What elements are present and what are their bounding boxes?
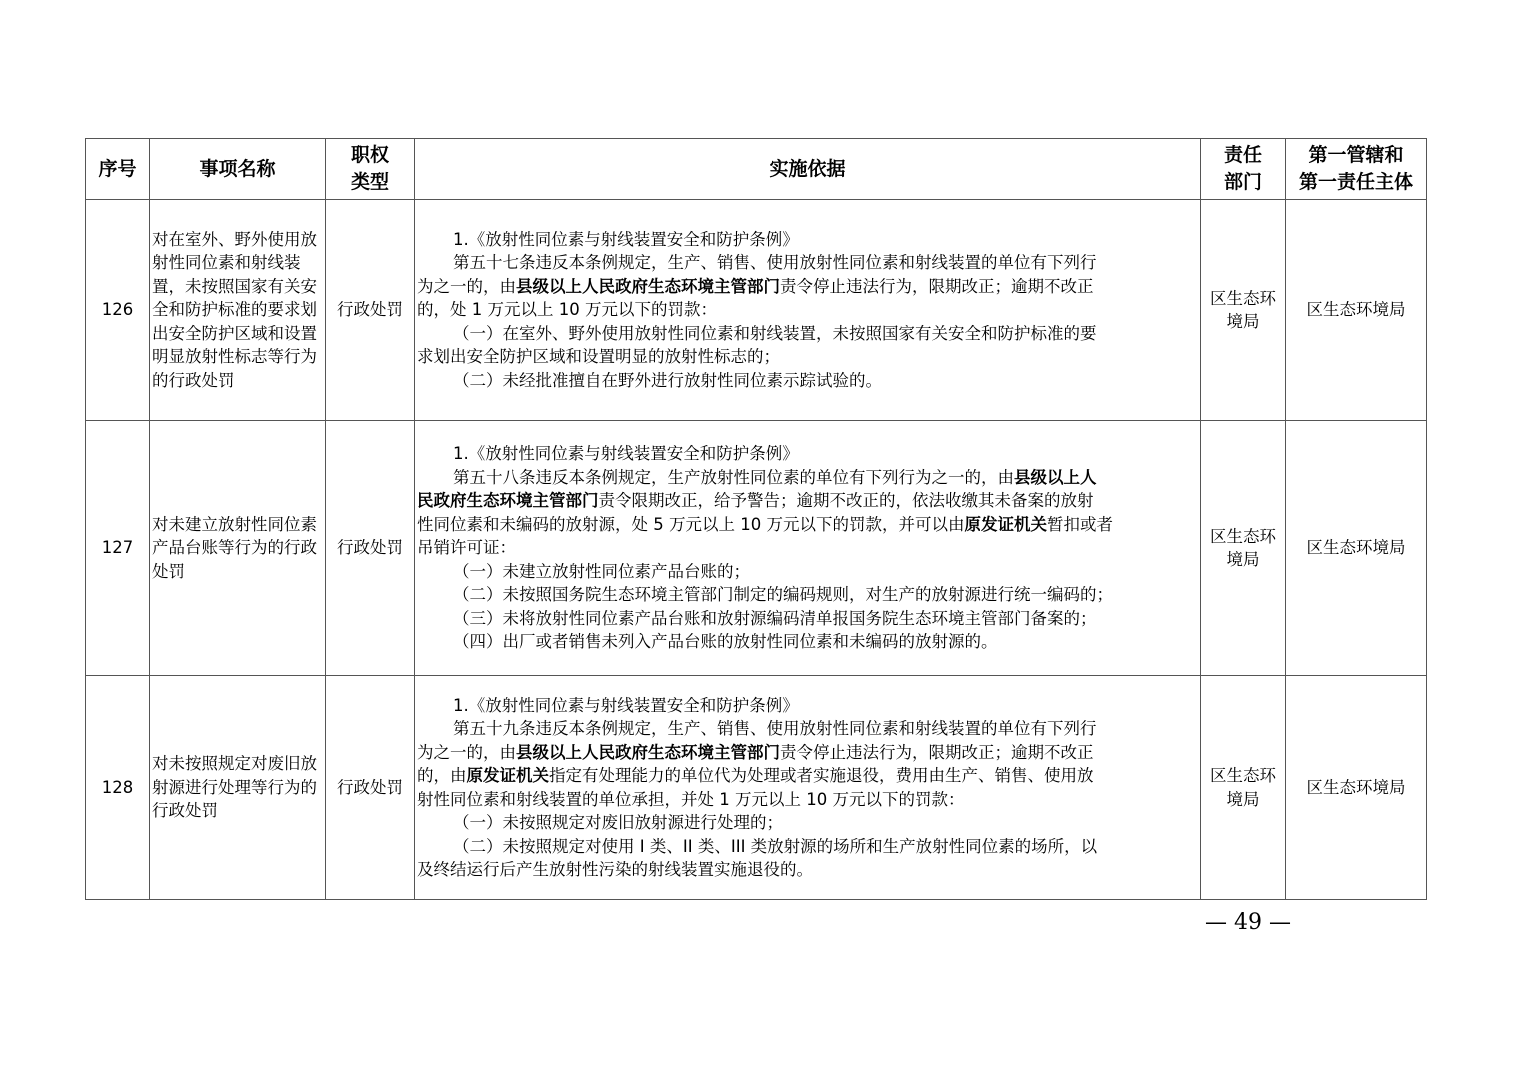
row-first: 区生态环境局 — [1286, 676, 1427, 900]
header-dept-line2: 部门 — [1223, 171, 1262, 193]
basis-line: 及终结运行后产生放射性污染的射线装置实施退役的。 — [417, 860, 813, 879]
header-type — [326, 139, 415, 200]
basis-text: 责令限期改正，给予警告；逾期不改正的，依法收缴其未备案的放射 — [598, 491, 1094, 511]
row-dept — [1201, 200, 1286, 421]
basis-line: 1.《放射性同位素与射线装置安全和防护条例》 — [453, 695, 799, 715]
basis-line — [417, 513, 1198, 537]
row-name: 对在室外、野外使用放射性同位素和射线装置，未按照国家有关安全和防护标准的要求划出安全防护区域和设置明显放射性标志等行为的行政处罚 — [150, 200, 326, 421]
header-type-line2: 类型 — [350, 171, 389, 193]
basis-bold-text: 县级以上人民政府生态环境主管部门 — [516, 276, 780, 296]
row-num: 126 — [86, 200, 150, 421]
basis-line: 求划出安全防护区域和设置明显的放射性标志的； — [417, 347, 780, 367]
basis-line — [417, 764, 1198, 788]
basis-line: （一）在室外、野外使用放射性同位素和射线装置，未按照国家有关安全和防护标准的要 — [453, 323, 1097, 343]
basis-text: 第五十八条违反本条例规定，生产放射性同位素的单位有下列行为之一的，由 — [453, 467, 1014, 487]
table-row — [86, 421, 1427, 676]
header-basis: 实施依据 — [415, 139, 1201, 200]
row-type: 行政处罚 — [326, 200, 415, 421]
header-name: 事项名称 — [150, 139, 326, 200]
basis-line — [417, 275, 1198, 299]
dept-line2: 境局 — [1226, 312, 1260, 331]
row-basis — [415, 421, 1201, 676]
row-num: 128 — [86, 676, 150, 900]
basis-bold-text: 县级以上人 — [1014, 467, 1097, 487]
dept-line1: 区生态环 — [1210, 766, 1276, 785]
header-num: 序号 — [86, 139, 150, 200]
basis-text: 为之一的，由 — [417, 276, 516, 296]
header-dept — [1201, 139, 1286, 200]
basis-line: （四）出厂或者销售未列入产品台账的放射性同位素和未编码的放射源的。 — [453, 632, 998, 652]
header-first — [1286, 139, 1427, 200]
basis-line: （三）未将放射性同位素产品台账和放射源编码清单报国务院生态环境主管部门备案的； — [453, 608, 1097, 628]
enforcement-table — [85, 138, 1427, 900]
basis-line: （二）未经批准擅自在野外进行放射性同位素示踪试验的。 — [453, 370, 882, 390]
basis-bold-text: 原发证机关 — [964, 514, 1047, 534]
basis-bold-text: 县级以上人民政府生态环境主管部门 — [516, 742, 780, 762]
header-first-line1: 第一管辖和 — [1308, 144, 1404, 166]
basis-line — [417, 466, 1198, 490]
basis-line: 的，处 1 万元以上 10 万元以下的罚款： — [417, 300, 717, 320]
row-dept — [1201, 676, 1286, 900]
dept-line2: 境局 — [1226, 550, 1260, 569]
basis-text: 指定有处理能力的单位代为处理或者实施退役，费用由生产、销售、使用放 — [549, 766, 1094, 785]
row-basis — [415, 676, 1201, 900]
row-name: 对未建立放射性同位素产品台账等行为的行政处罚 — [150, 421, 326, 676]
table-row — [86, 676, 1427, 900]
basis-text: 暂扣或者 — [1046, 514, 1113, 534]
page-number: — 49 — — [1205, 910, 1291, 935]
basis-line: （二）未按照国务院生态环境主管部门制定的编码规则，对生产的放射源进行统一编码的； — [453, 585, 1113, 605]
basis-line: （一）未按照规定对废旧放射源进行处理的； — [453, 813, 783, 832]
basis-line: 射性同位素和射线装置的单位承担，并处 1 万元以上 10 万元以下的罚款： — [417, 789, 965, 809]
basis-text: 性同位素和未编码的放射源，处 5 万元以上 10 万元以下的罚款，并可以由 — [417, 514, 965, 534]
dept-line1: 区生态环 — [1210, 288, 1276, 308]
row-type: 行政处罚 — [326, 421, 415, 676]
basis-line — [417, 489, 1198, 513]
row-basis — [415, 200, 1201, 421]
header-type-line1: 职权 — [350, 144, 389, 166]
basis-line: 1.《放射性同位素与射线装置安全和防护条例》 — [453, 444, 799, 464]
basis-text: 责令停止违法行为，限期改正；逾期不改正 — [780, 276, 1094, 296]
row-name: 对未按照规定对废旧放射源进行处理等行为的行政处罚 — [150, 676, 326, 900]
row-first: 区生态环境局 — [1286, 421, 1427, 676]
basis-line: （一）未建立放射性同位素产品台账的； — [453, 561, 750, 581]
row-first: 区生态环境局 — [1286, 200, 1427, 421]
table-row — [86, 200, 1427, 421]
basis-text: 为之一的，由 — [417, 742, 516, 762]
basis-line: 1.《放射性同位素与射线装置安全和防护条例》 — [453, 229, 799, 249]
header-row — [86, 139, 1427, 200]
header-dept-line1: 责任 — [1223, 144, 1262, 166]
basis-line: （二）未按照规定对使用 I 类、II 类、III 类放射源的场所和生产放射性同位素的场所，以 — [453, 836, 1098, 856]
basis-text: 责令停止违法行为，限期改正；逾期不改正 — [780, 742, 1094, 762]
header-first-line2: 第一责任主体 — [1298, 171, 1413, 193]
row-dept — [1201, 421, 1286, 676]
row-num: 127 — [86, 421, 150, 676]
dept-line1: 区生态环 — [1210, 526, 1276, 546]
dept-line2: 境局 — [1226, 789, 1260, 809]
basis-bold-text: 原发证机关 — [466, 766, 549, 785]
basis-line: 吊销许可证： — [417, 538, 516, 558]
basis-line: 第五十九条违反本条例规定，生产、销售、使用放射性同位素和射线装置的单位有下列行 — [453, 719, 1097, 738]
row-type: 行政处罚 — [326, 676, 415, 900]
basis-line — [417, 741, 1198, 765]
basis-bold-text: 民政府生态环境主管部门 — [417, 491, 599, 511]
basis-text: 的，由 — [417, 766, 467, 785]
basis-line: 第五十七条违反本条例规定，生产、销售、使用放射性同位素和射线装置的单位有下列行 — [453, 253, 1097, 273]
